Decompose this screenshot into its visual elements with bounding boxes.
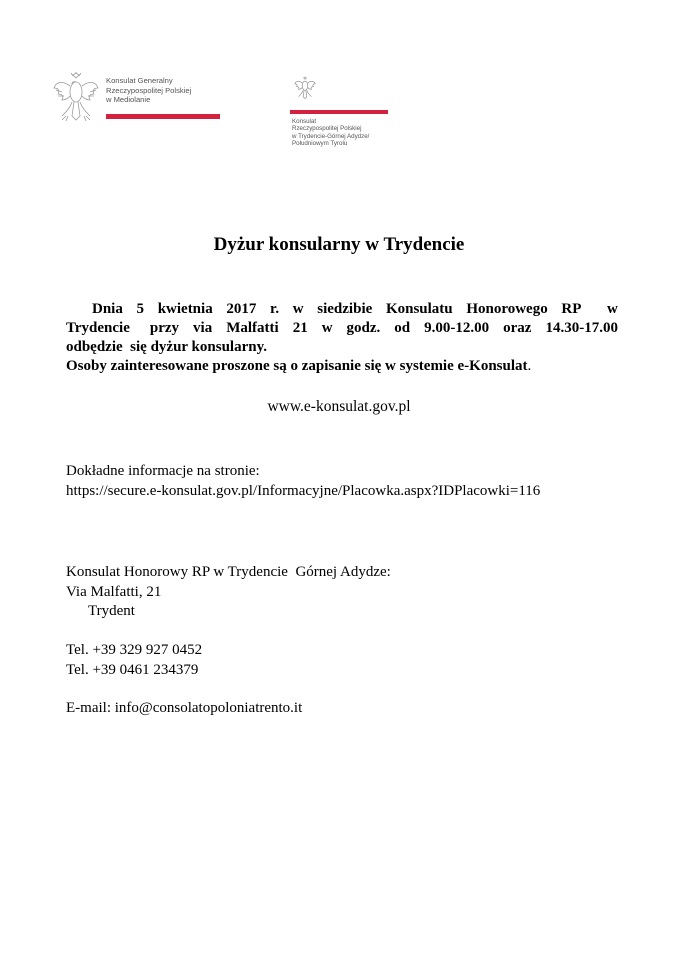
email-line: E-mail: info@consolatopoloniatrento.it — [66, 700, 303, 716]
word: Konsulatu — [385, 301, 453, 317]
logo-left-line: Rzeczypospolitej Polskiej — [106, 85, 192, 95]
announcement-line-3: odbędzie się dyżur konsularny. — [66, 339, 268, 355]
announcement-line-1 — [66, 300, 618, 319]
announcement-line-4 — [66, 357, 618, 376]
word: przy — [149, 320, 180, 336]
polish-eagle-icon — [52, 72, 100, 122]
word: RP — [561, 301, 582, 317]
word: 14.30-17.00 — [545, 320, 618, 336]
word: w — [292, 301, 304, 317]
registration-note-end: . — [527, 358, 532, 374]
announcement-line-2 — [66, 319, 618, 338]
word: 21 — [292, 320, 308, 336]
word: siedzibie — [317, 301, 373, 317]
logo-right-line: w Trydencie-Górnej Adydze/ — [292, 132, 370, 140]
word: Dnia — [92, 301, 123, 317]
logo-right-line: Południowym Tyrolu — [292, 140, 348, 148]
e-konsulat-website: www.e-konsulat.gov.pl — [267, 398, 411, 415]
consulate-trento-text — [292, 118, 402, 148]
address-line-2: Via Malfatti, 21 — [66, 583, 162, 600]
word: w — [321, 320, 333, 336]
word: 2017 — [226, 301, 257, 317]
word: Honorowego — [466, 301, 548, 317]
word: od — [394, 320, 411, 336]
address-line-1: Konsulat Honorowy RP w Trydencie Górnej Adydze: — [66, 564, 391, 580]
phone-1: Tel. +39 329 927 0452 — [66, 642, 203, 658]
word: r. — [270, 301, 280, 317]
red-accent-bar — [290, 110, 388, 114]
info-url: https://secure.e-konsulat.gov.pl/Informacyjne/Placowka.aspx?IDPlacowki=116 — [66, 483, 541, 499]
word: w — [607, 301, 618, 317]
phone-block — [66, 640, 202, 680]
document-title: Dyżur konsularny w Trydencie — [213, 234, 465, 255]
logo-right-line: Konsulat — [292, 118, 317, 125]
consulate-general-text — [106, 76, 226, 105]
word: 9.00-12.00 — [424, 320, 490, 336]
announcement-paragraph — [66, 300, 618, 376]
address-block — [66, 563, 391, 622]
consulate-trento-logo — [290, 76, 400, 156]
word: oraz — [503, 320, 532, 336]
word: Malfatti — [226, 320, 279, 336]
logo-left-line: w Mediolanie — [106, 95, 151, 104]
word: Trydencie — [66, 320, 130, 336]
consulate-general-milan-logo — [52, 72, 222, 124]
word: 5 — [136, 301, 145, 317]
word: godz. — [346, 320, 381, 336]
info-block — [66, 461, 540, 501]
registration-note: Osoby zainteresowane proszone są o zapisanie się w systemie e-Konsulat — [66, 358, 528, 374]
phone-2: Tel. +39 0461 234379 — [66, 662, 199, 678]
logo-right-line: Rzeczypospolitej Polskiej — [292, 125, 362, 133]
red-accent-bar — [106, 114, 220, 119]
info-label: Dokładne informacje na stronie: — [66, 463, 260, 479]
word: via — [193, 320, 213, 336]
word: kwietnia — [157, 301, 213, 317]
address-line-3: Trydent — [88, 603, 135, 619]
polish-eagle-icon — [294, 76, 316, 100]
logo-left-line: Konsulat Generalny — [106, 76, 173, 85]
